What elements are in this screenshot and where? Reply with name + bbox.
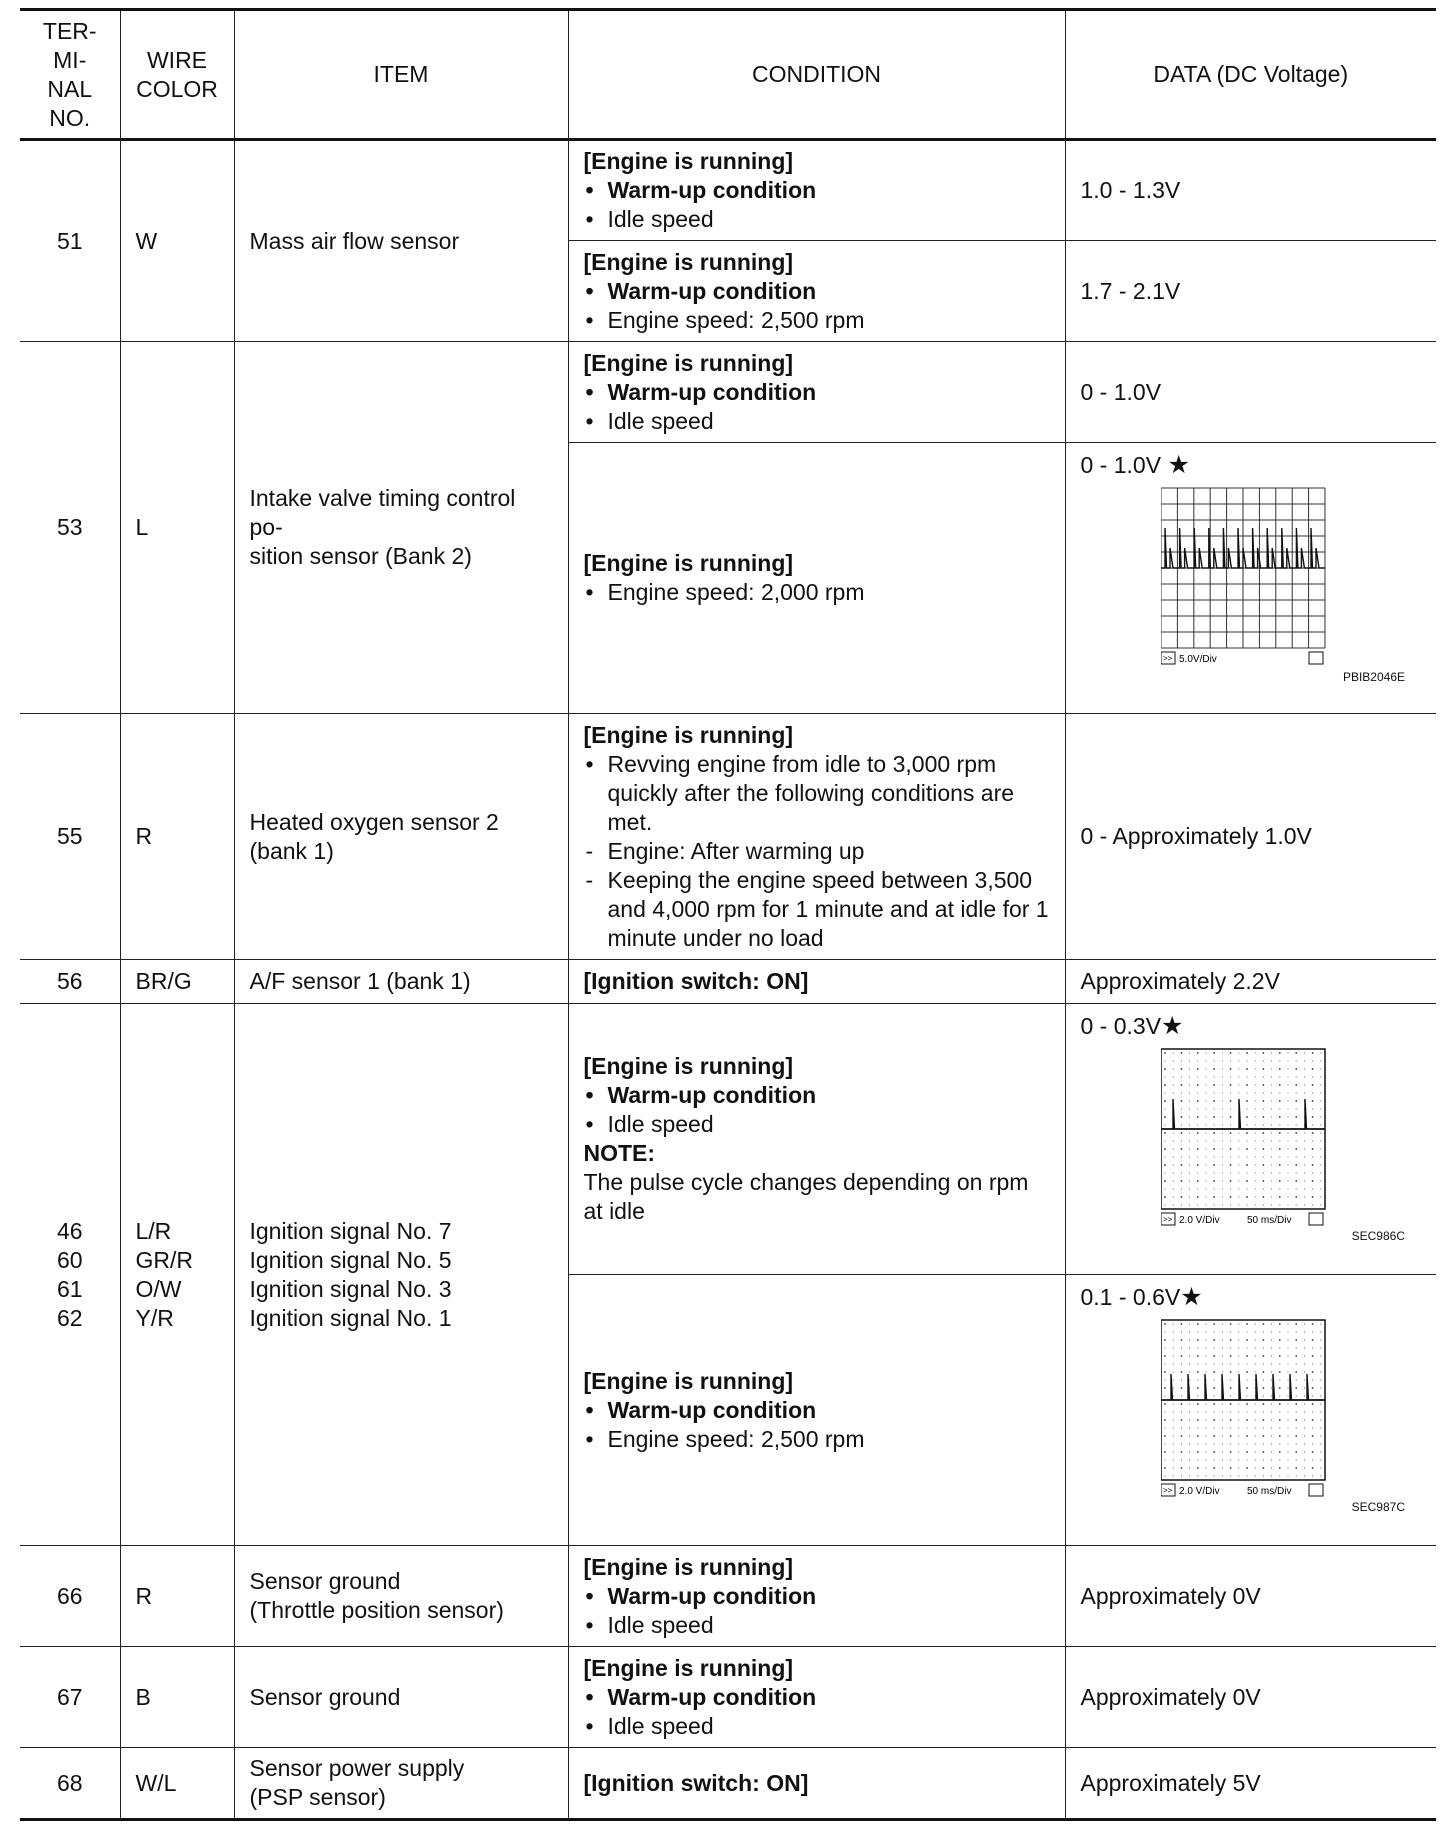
data-value-with-waveform: [1065, 1275, 1436, 1546]
table-row: [20, 960, 1436, 1004]
wire-color: W: [120, 140, 234, 342]
bullet: • Warm-up condition: [584, 1683, 1050, 1712]
bullet: • Idle speed: [584, 1110, 1050, 1139]
data-value: Approximately 0V: [1065, 1546, 1436, 1647]
item: [234, 714, 568, 960]
terminal-no: 60: [56, 1246, 83, 1273]
header-row: [20, 10, 1436, 140]
item: Ignition signal No. 1: [249, 1304, 452, 1331]
header-terminal-line: TER-: [42, 17, 97, 44]
condition-head: [Ignition switch: ON]: [583, 1769, 809, 1796]
condition-head: [Engine is running]: [583, 1553, 794, 1580]
condition-head: [Engine is running]: [583, 148, 794, 174]
bullet: • Engine speed: 2,500 rpm: [584, 1425, 1050, 1454]
item: [234, 1748, 568, 1820]
condition: [568, 1647, 1065, 1748]
table-row: [20, 1546, 1436, 1647]
scale-label: 2.0 V/Div: [1178, 1486, 1220, 1497]
condition: [568, 443, 1065, 714]
item: Ignition signal No. 5: [249, 1246, 452, 1273]
bullet: • Engine speed: 2,500 rpm: [584, 306, 1050, 335]
wire-color: O/W: [135, 1275, 182, 1302]
note-text: The pulse cycle changes depending on rpm at idle: [583, 1169, 1029, 1224]
wire-color: GR/R: [135, 1246, 193, 1273]
bullet: • Warm-up condition: [584, 1582, 1050, 1611]
bullet: • Idle speed: [584, 1712, 1050, 1741]
item-line: (PSP sensor): [249, 1784, 386, 1810]
data-value: Approximately 5V: [1065, 1748, 1436, 1820]
terminal-no: 66: [20, 1546, 120, 1647]
terminal-no: 56: [20, 960, 120, 1004]
data-value-with-waveform: [1065, 443, 1436, 714]
condition: [568, 960, 1065, 1004]
bullet: • Revving engine from idle to 3,000 rpm quickly after the following conditions are met.: [584, 750, 1050, 837]
dash-item: - Engine: After warming up: [584, 837, 1050, 866]
scale-label: 2.0 V/Div: [1178, 1215, 1220, 1226]
data-value: 0 - 1.0V: [1065, 342, 1436, 443]
data-value-with-waveform: [1065, 1004, 1436, 1275]
item: Sensor ground: [234, 1647, 568, 1748]
svg-text:>>: >>: [1162, 1486, 1172, 1495]
terminal-no-group: [20, 1004, 120, 1546]
item: [234, 1546, 568, 1647]
bullet: • Warm-up condition: [584, 378, 1050, 407]
oscilloscope-waveform: [1161, 486, 1327, 668]
header-terminal: [20, 10, 120, 140]
terminal-no: 55: [20, 714, 120, 960]
terminal-no: 53: [20, 342, 120, 714]
table-row: [20, 714, 1436, 960]
figure-id: SEC987C: [1351, 1500, 1405, 1514]
terminal-no: 61: [56, 1275, 83, 1302]
condition: [568, 342, 1065, 443]
item-line: sition sensor (Bank 2): [249, 543, 472, 569]
condition: [568, 241, 1065, 342]
bullet: • Idle speed: [584, 407, 1050, 436]
table-row: [20, 140, 1436, 241]
svg-text:>>: >>: [1162, 1215, 1172, 1224]
item-line: Sensor ground: [249, 1568, 401, 1594]
star-icon: ★: [1180, 1283, 1203, 1311]
condition: [568, 1275, 1065, 1546]
time-label: 50 ms/Div: [1246, 1215, 1291, 1226]
bullet: • Warm-up condition: [584, 1396, 1050, 1425]
data-value: Approximately 0V: [1065, 1647, 1436, 1748]
item-line: Intake valve timing control po-: [249, 485, 516, 540]
header-wire-line: COLOR: [136, 75, 218, 102]
wire-color-group: [120, 1004, 234, 1546]
wire-color: B: [120, 1647, 234, 1748]
bullet: • Engine speed: 2,000 rpm: [584, 578, 1050, 607]
terminal-no: 46: [56, 1217, 83, 1244]
data-value: 0.1 - 0.6V: [1080, 1284, 1181, 1310]
figure-id: PBIB2046E: [1342, 670, 1405, 684]
condition-head: [Engine is running]: [583, 248, 794, 275]
item-line: Heated oxygen sensor 2: [249, 808, 499, 835]
wire-color: R: [120, 714, 234, 960]
terminal-data-table: [20, 8, 1436, 1821]
header-terminal-line: NAL: [47, 75, 93, 102]
table-row: [20, 1647, 1436, 1748]
data-value: 1.7 - 2.1V: [1065, 241, 1436, 342]
terminal-no: 67: [20, 1647, 120, 1748]
time-label: 50 ms/Div: [1246, 1486, 1291, 1497]
condition-head: [Engine is running]: [583, 721, 794, 748]
oscilloscope-waveform: [1161, 1047, 1327, 1227]
bullet: • Warm-up condition: [584, 1081, 1050, 1110]
header-terminal-line: MI-: [53, 46, 87, 73]
terminal-no: 51: [20, 140, 120, 342]
terminal-no: 62: [56, 1304, 83, 1331]
bullet: • Warm-up condition: [584, 277, 1050, 306]
wire-color: L: [120, 342, 234, 714]
condition: [568, 140, 1065, 241]
header-terminal-line: NO.: [49, 104, 91, 131]
item: A/F sensor 1 (bank 1): [234, 960, 568, 1004]
item-group: [234, 1004, 568, 1546]
header-item: ITEM: [234, 10, 568, 140]
header-data: DATA (DC Voltage): [1065, 10, 1436, 140]
wire-color: L/R: [135, 1217, 172, 1244]
header-wire-line: WIRE: [146, 46, 208, 73]
condition-head: [Engine is running]: [583, 1053, 794, 1079]
wire-color: Y/R: [135, 1304, 174, 1331]
table-row: [20, 342, 1436, 443]
item: [234, 342, 568, 714]
item: Ignition signal No. 7: [249, 1217, 452, 1244]
condition-head: [Engine is running]: [583, 1654, 794, 1681]
data-value: 1.0 - 1.3V: [1065, 140, 1436, 241]
data-value: Approximately 2.2V: [1065, 960, 1436, 1004]
item: Ignition signal No. 3: [249, 1275, 452, 1302]
condition: [568, 1748, 1065, 1820]
bullet: • Warm-up condition: [584, 176, 1050, 205]
condition: [568, 1004, 1065, 1275]
condition: [568, 714, 1065, 960]
data-value: 0 - Approximately 1.0V: [1065, 714, 1436, 960]
wire-color: W/L: [120, 1748, 234, 1820]
header-condition: CONDITION: [568, 10, 1065, 140]
svg-text:>>: >>: [1162, 654, 1172, 663]
item-line: (bank 1): [249, 837, 334, 864]
header-wire-color: [120, 10, 234, 140]
oscilloscope-waveform: [1161, 1318, 1327, 1498]
wire-color: BR/G: [120, 960, 234, 1004]
dash-item: - Keeping the engine speed between 3,500 and 4,000 rpm for 1 minute and at idle for 1 minute under no load: [584, 866, 1050, 953]
data-value: 0 - 1.0V: [1080, 452, 1162, 478]
item: Mass air flow sensor: [234, 140, 568, 342]
star-icon: ★: [1167, 451, 1190, 479]
bullet: • Idle speed: [584, 205, 1050, 234]
bullet: • Idle speed: [584, 1611, 1050, 1640]
condition-head: [Engine is running]: [583, 550, 794, 576]
scale-label: 5.0V/Div: [1178, 654, 1217, 665]
item-line: (Throttle position sensor): [249, 1597, 504, 1623]
condition-head: [Ignition switch: ON]: [583, 968, 809, 994]
table-row: [20, 1004, 1436, 1275]
condition-head: [Engine is running]: [583, 1367, 794, 1394]
terminal-no: 68: [20, 1748, 120, 1820]
figure-id: SEC986C: [1351, 1229, 1405, 1243]
table-row: [20, 1748, 1436, 1820]
condition-head: [Engine is running]: [583, 349, 794, 376]
star-icon: ★: [1161, 1012, 1184, 1040]
item-line: Sensor power supply: [249, 1755, 465, 1781]
data-value: 0 - 0.3V: [1080, 1013, 1162, 1039]
wire-color: R: [120, 1546, 234, 1647]
note-heading: NOTE:: [583, 1140, 656, 1166]
condition: [568, 1546, 1065, 1647]
